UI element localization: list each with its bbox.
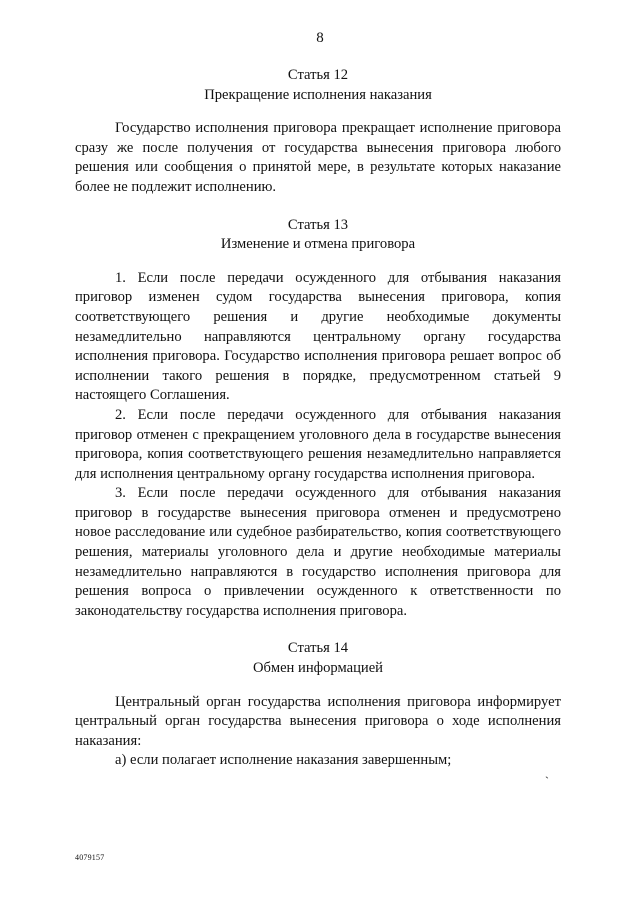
article-13-title: Изменение и отмена приговора [220,236,416,253]
scan-artifact-mark: ` [545,774,549,788]
article-12-title: Прекращение исполнения наказания [204,86,432,103]
article-14-paragraph-1: Центральный орган государства исполнения приговора информирует центральный орган государства вынесения приговора о ходе исполнения наказания: [75,693,561,749]
article-13-heading [75,216,561,255]
article-13-paragraph-1: 1. Если после передачи осужденного для отбывания наказания приговор изменен судом государства вынесения приговора, копия соответствующего решения и другие необходимые документы незамедлительно направляются центральному органу государства исполнения приговора. Государство исполнения приговора решает вопрос об исполнении такого решения в порядке, предусмотренном статьей 9 настоящего Соглашения. [75,269,561,404]
document-id: 4079157 [75,853,105,862]
article-14-heading [75,639,561,678]
article-12-heading [75,66,561,105]
page-number: 8 [316,30,324,46]
article-13-paragraph-3: 3. Если после передачи осужденного для отбывания наказания приговор в государстве вынесения приговора отменен и предусмотрено новое расследование или судебное разбирательство, копия соответствующего решения, материалы уголовного дела и другие необходимые материалы незамедлительно направляются в государство исполнения приговора для решения вопроса о привлечении осужденного к ответственности по законодательству государства исполнения приговора. [75,485,561,619]
article-13-number: Статья 13 [287,216,349,233]
article-12-paragraph-1: Государство исполнения приговора прекращает исполнение приговора сразу же после получения от государства вынесения приговора любого решения или сообщения о принятой мере, в результате которых наказание более не подлежит исполнению. [75,120,561,195]
article-13-paragraph-2: 2. Если после передачи осужденного для отбывания наказания приговор отменен с прекращением уголовного дела в государстве вынесения приговора, копия соответствующего решения незамедлительно направляется для исполнения центральному органу государства исполнения приговора. [75,406,561,482]
article-14-title: Обмен информацией [253,660,383,677]
article-14-number: Статья 14 [287,640,349,657]
article-12-number: Статья 12 [287,67,349,83]
article-14-paragraph-2: а) если полагает исполнение наказания завершенным; [115,752,452,769]
document-body [75,66,561,771]
